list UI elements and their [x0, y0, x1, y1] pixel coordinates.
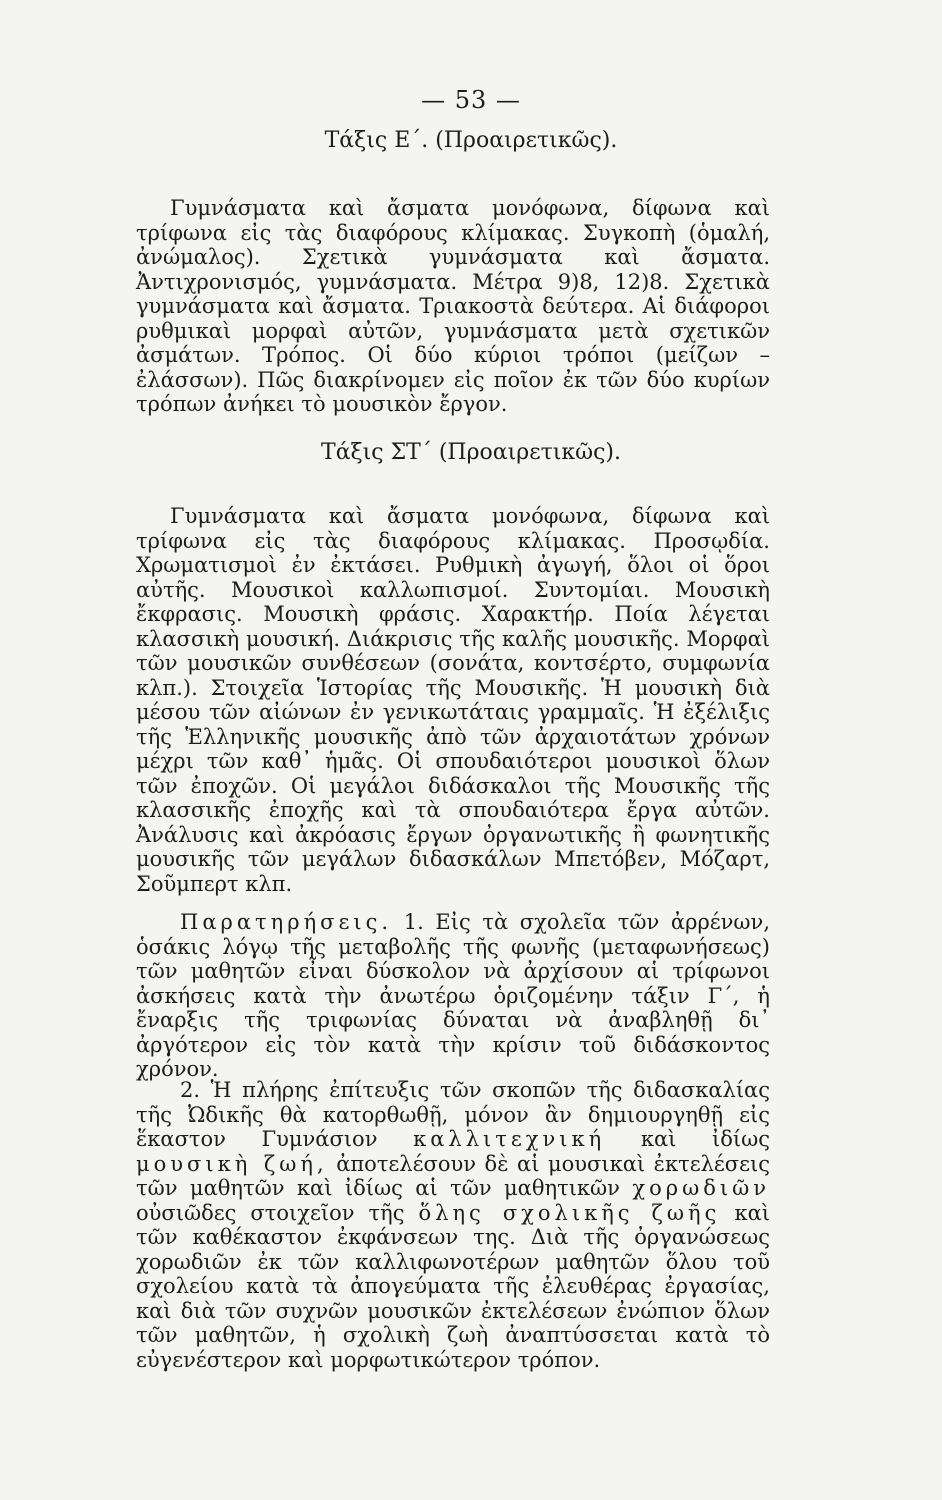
section-e-paragraph: Γυμνάσματα καὶ ἄσματα μονόφωνα, δίφωνα καὶ τρίφωνα εἰς τὰς διαφόρους κλίμακας. Συγκοπὴ (ὁμαλή, ἀνώμαλος). Σχετικὰ γυμνάσματα καὶ ἄσματα. Ἀντιχρονισμός, γυμνάσματα. Μέτρα 9)8, 12)8. Σχετικὰ γυμνάσματα καὶ ἄσματα. Τριακοστὰ δεύτερα. Αἱ διάφοροι ρυθμικαὶ μορφαὶ αὐτῶν, γυμνάσματα μετὰ σχετικῶν ἀσμάτων. Τρόπος. Οἱ δύο κύριοι τρόποι (μείζων – ἐλάσσων). Πῶς διακρίνομεν εἰς ποῖον ἐκ τῶν δύο κυρίων τρόπων ἀνήκει τὸ μουσικὸν ἔργον. — [136, 196, 770, 416]
section-st-paragraph: Γυμνάσματα καὶ ἄσματα μονόφωνα, δίφωνα καὶ τρίφωνα εἰς τὰς διαφόρους κλίμακας. Προσῳδία. Χρωματισμοὶ ἐν ἐκτάσει. Ρυθμικὴ ἀγωγή, ὅλοι οἱ ὅροι αὐτῆς. Μουσικοὶ καλλωπισμοί. Συντομίαι. Μουσικὴ ἔκφρασις. Μουσικὴ φράσις. Χαρακτήρ. Ποία λέγεται κλασσικὴ μουσική. Διάκρισις τῆς καλῆς μουσικῆς. Μορφαὶ τῶν μουσικῶν συνθέσεων (σονάτα, κοντσέρτο, συμφωνία κλπ.). Στοιχεῖα Ἱστορίας τῆς Μουσικῆς. Ἡ μουσικὴ διὰ μέσου τῶν αἰώνων ἐν γενικωτάταις γραμμαῖς. Ἡ ἐξέλιξις τῆς Ἑλληνικῆς μουσικῆς ἀπὸ τῶν ἀρχαιοτάτων χρόνων μέχρι τῶν καθ᾽ ἡμᾶς. Οἱ σπουδαιότεροι μουσικοὶ ὅλων τῶν ἐποχῶν. Οἱ μεγάλοι διδάσκαλοι τῆς Μουσικῆς τῆς κλασσικῆς ἐποχῆς καὶ τὰ σπουδαιότερα ἔργα αὐτῶν. Ἀνάλυσις καὶ ἀκρόασις ἔργων ὀργανωτικῆς ἢ φωνητικῆς μουσικῆς τῶν μεγάλων διδασκάλων Μπετόβεν, Μόζαρτ, Σοῦμπερτ κλπ. — [136, 504, 770, 896]
observation-note-1-text: 1. Εἰς τὰ σχολεῖα τῶν ἀρρένων, ὁσάκις λόγῳ τῆς μεταβολῆς τῆς φωνῆς (μεταφωνήσεως) τῶν μαθητῶν εἶναι δύσκολον νὰ ἀρχίσουν αἱ τρίφωνοι ἀσκήσεις κατὰ τὴν ἀνωτέρω ὁριζομένην τάξιν Γ΄, ἡ ἔναρξις τῆς τριφωνίας δύναται νὰ ἀναβληθῇ δι᾽ ἀργότερον εἰς τὸν κατὰ τὴν κρίσιν τοῦ διδάσκοντος χρόνον. — [136, 910, 770, 1081]
observation-note-2 — [136, 1078, 770, 1372]
section-title-e: Τάξις Ε΄. (Προαιρετικῶς). — [324, 128, 618, 153]
note-2-emphasis-musical-life: μουσικὴ ζωή, — [136, 1151, 328, 1176]
note-2-text-e: καὶ τῶν καθέκαστον ἐκφάνσεων της. Διὰ τῆς ὀργανώσεως χορωδιῶν ἐκ τῶν καλλιφωνοτέρων μαθητῶν ὅλου τοῦ σχολείου κατὰ τὰ ἀπογεύματα τῆς ἐλευθέρας ἐργασίας, καὶ διὰ τῶν συχνῶν μουσικῶν ἐκτελέσεων ἐνώπιον ὅλων τῶν μαθητῶν, ἡ σχολικὴ ζωὴ ἀναπτύσσεται κατὰ τὸ εὐγενέστερον καὶ μορφωτικώτερον τρόπον. — [136, 1200, 770, 1372]
note-2-emphasis-artistic: καλλιτεχνική — [413, 1127, 606, 1151]
note-2-text-b: καὶ ἰδίως — [640, 1127, 770, 1151]
note-2-text-a: 2. Ἡ πλήρης ἐπίτευξις τῶν σκοπῶν τῆς διδασκαλίας τῆς Ὠδικῆς θὰ κατορθωθῇ, μόνον ἂν δημιουργηθῇ εἰς ἕκαστον Γυμνάσιον — [136, 1078, 770, 1151]
observations-label: Παρατηρήσεις. — [180, 910, 393, 934]
page-number: — 53 — — [421, 86, 521, 114]
section-title-st: Τάξις ΣΤ΄ (Προαιρετικῶς). — [321, 440, 621, 465]
note-2-emphasis-school-life: ὅλης σχολικῆς ζωῆς — [418, 1200, 721, 1225]
note-2-text-c: ἀποτελέσουν δὲ αἱ μουσικαὶ ἐκτελέσεις τῶν μαθητῶν καὶ ἰδίως αἱ τῶν μαθητικῶν — [136, 1151, 770, 1200]
note-2-text-d: οὐσιῶδες στοιχεῖον τῆς — [136, 1200, 405, 1225]
observation-note-1 — [136, 910, 770, 1082]
note-2-emphasis-choirs: χορωδιῶν — [632, 1176, 770, 1200]
